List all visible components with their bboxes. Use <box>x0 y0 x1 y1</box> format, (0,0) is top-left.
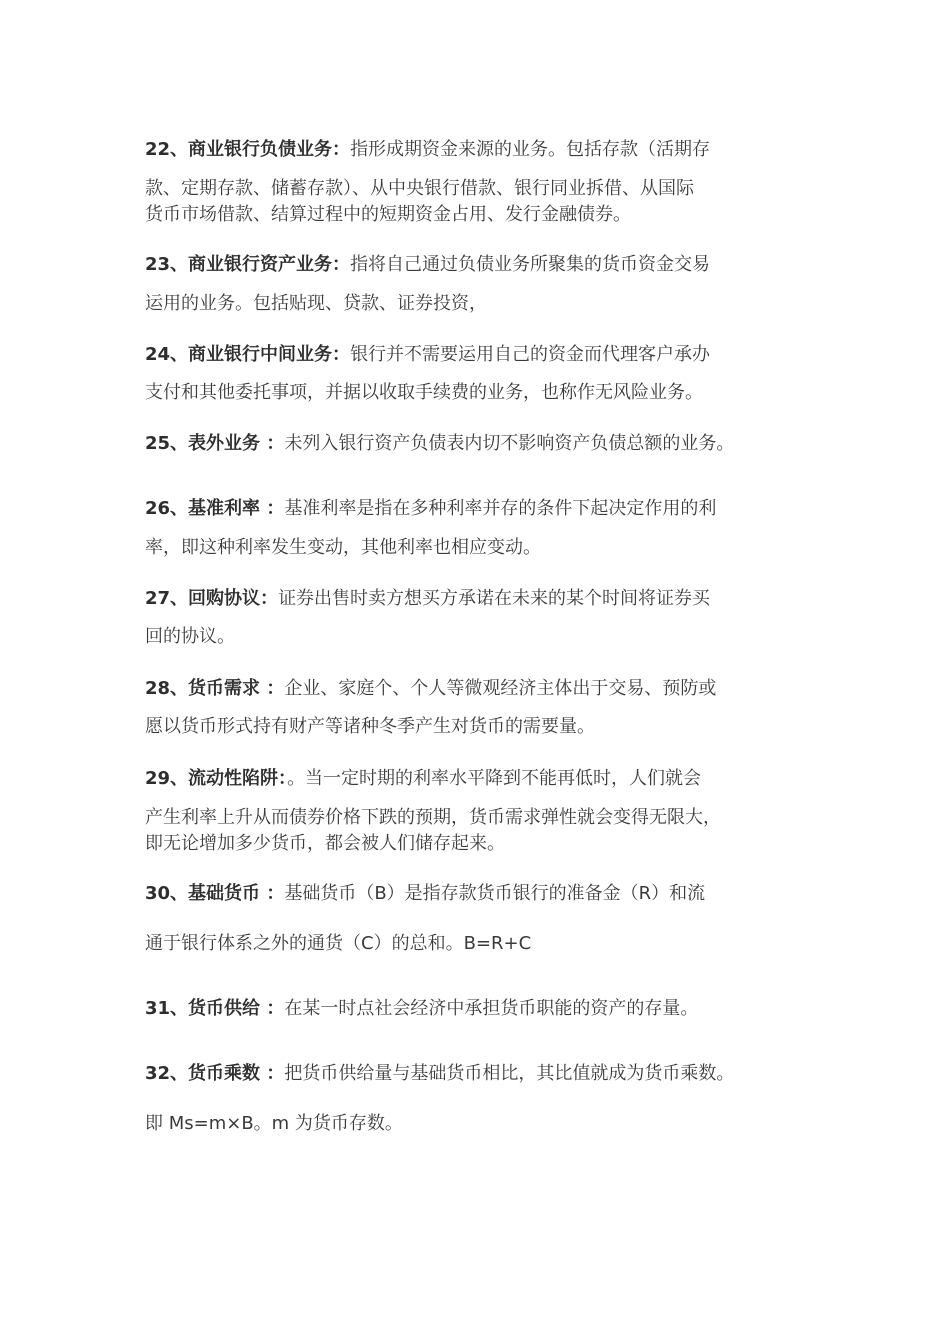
entry-22-term: 22、商业银行负债业务： <box>145 139 351 160</box>
entry-26-line-2: 率，即这种利率发生变动，其他利率也相应变动。 <box>145 537 541 558</box>
entry-26-term: 26、基准利率 ： <box>145 498 285 519</box>
entry-27-line-2: 回的协议。 <box>145 626 235 647</box>
entry-25-text: 未列入银行资产负债表内切不影响资产负债总额的业务。 <box>284 433 735 454</box>
entry-26-text: 基准利率是指在多种利率并存的条件下起决定作用的利 <box>284 498 717 519</box>
entry-25-line-1 <box>145 432 734 456</box>
entry-28-term: 28、货币需求 ： <box>145 678 285 699</box>
entry-24-line-2: 支付和其他委托事项，并据以收取手续费的业务，也称作无风险业务。 <box>145 382 703 403</box>
entry-29-line-1 <box>145 767 701 791</box>
entry-26-line-1 <box>145 497 716 521</box>
entry-32-line-2: 即 Ms=m×B。m 为货币存数。 <box>145 1113 403 1134</box>
entry-30-line-1 <box>145 882 705 906</box>
entry-29-term: 29、流动性陷阱： <box>145 768 288 789</box>
entry-27-line-1 <box>145 587 710 611</box>
entry-23-line-2: 运用的业务。包括贴现、贷款、证券投资， <box>145 293 487 314</box>
entry-22-line-1 <box>145 138 710 162</box>
entry-29-line-2: 产生利率上升从而债券价格下跌的预期，货币需求弹性就会变得无限大， <box>145 807 721 828</box>
entry-27-text: 证券出售时卖方想买方承诺在未来的某个时间将证券买 <box>278 588 711 609</box>
entry-29-line-3: 即无论增加多少货币，都会被人们储存起来。 <box>145 833 505 854</box>
entry-31-term: 31、货币供给 ： <box>145 998 285 1019</box>
entry-28-text: 企业、家庭个、个人等微观经济主体出于交易、预防或 <box>284 678 717 699</box>
entry-22-text: 指形成期资金来源的业务。包括存款（活期存 <box>350 139 711 160</box>
entry-31-line-1 <box>145 997 698 1021</box>
entry-23-term: 23、商业银行资产业务： <box>145 254 351 275</box>
entry-30-line-2: 通于银行体系之外的通货（C）的总和。B=R+C <box>145 933 532 954</box>
entry-25-term: 25、表外业务 ： <box>145 433 285 454</box>
entry-30-term: 30、基础货币 ： <box>145 883 285 904</box>
entry-32-line-1 <box>145 1062 734 1086</box>
entry-22-line-3: 货币市场借款、结算过程中的短期资金占用、发行金融债券。 <box>145 204 631 225</box>
entry-24-line-1 <box>145 343 710 367</box>
entry-29-text: 。当一定时期的利率水平降到不能再低时，人们就会 <box>287 768 702 789</box>
entry-28-line-2: 愿以货币形式持有财产等诸种冬季产生对货币的需要量。 <box>145 716 595 737</box>
entry-22-line-2: 款、定期存款、储蓄存款）、从中央银行借款、银行同业拆借、从国际 <box>145 178 694 199</box>
entry-24-term: 24、商业银行中间业务： <box>145 344 351 365</box>
entry-31-text: 在某一时点社会经济中承担货币职能的资产的存量。 <box>284 998 699 1019</box>
entry-27-term: 27、回购协议： <box>145 588 279 609</box>
entry-28-line-1 <box>145 677 716 701</box>
entry-30-text: 基础货币（B）是指存款货币银行的准备金（R）和流 <box>284 883 706 904</box>
entry-32-text: 把货币供给量与基础货币相比，其比值就成为货币乘数。 <box>284 1063 735 1084</box>
entry-23-line-1 <box>145 253 710 277</box>
entry-32-term: 32、货币乘数 ： <box>145 1063 285 1084</box>
entry-24-text: 银行并不需要运用自己的资金而代理客户承办 <box>350 344 711 365</box>
entry-23-text: 指将自己通过负债业务所聚集的货币资金交易 <box>350 254 711 275</box>
